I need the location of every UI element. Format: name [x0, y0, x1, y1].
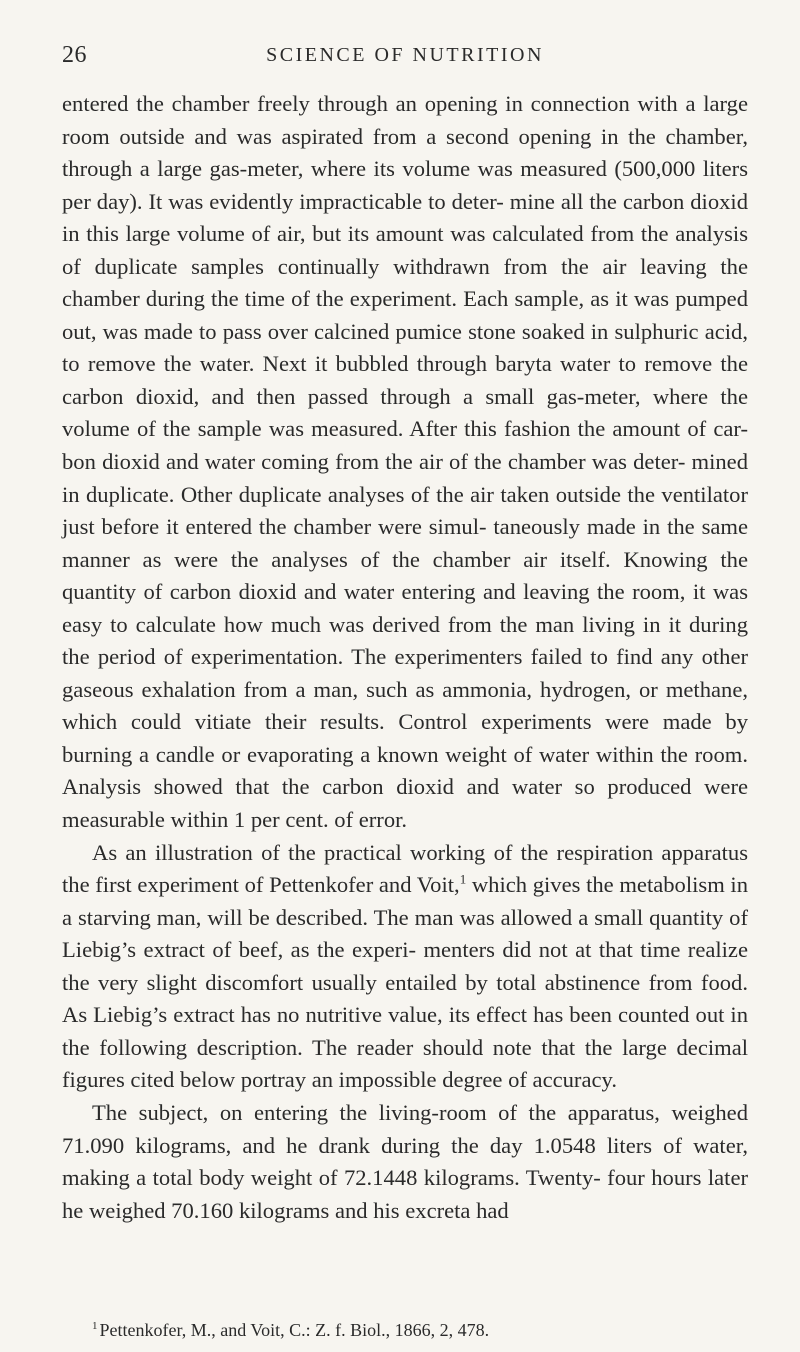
paragraph-text: which gives the metabolism in a starving man, will be described. The man was allowed a small quantity of Liebig’s extract of beef, as the experi- menters did not at that time realize the very slight discomfort usually entailed by total abstinence from food. As Liebig’s extract has no nutritive value, its effect has been counted out in the following description. The reader should note that the large decimal figures cited below portray an impossible degree of accuracy. — [62, 872, 749, 1093]
paragraph-continued: entered the chamber freely through an opening in connection with a large room outside and was aspirated from a second opening in the chamber, through a large gas-meter, where its volume was measured (500,000 liters per day). It was evidently impracticable to deter- mine all the carbon dioxid in this large volume of air, but its amount was calculated from the analysis of duplicate samples continually withdrawn from the air leaving the chamber during the time of the experiment. Each sample, as it was pumped out, was made to pass over calcined pumice stone soaked in sulphuric acid, to remove the water. Next it bubbled through baryta water to remove the carbon dioxid, and then passed through a small gas-meter, where the volume of the sample was measured. After this fashion the amount of car- bon dioxid and water coming from the air of the chamber was deter- mined in duplicate. Other duplicate analyses of the air taken outside the ventilator just before it entered the chamber were simul- taneously made in the same manner as were the analyses of the chamber air itself. Knowing the quantity of carbon dioxid and water entering and leaving the room, it was easy to calculate how much was derived from the man living in it during the period of experimentation. The experimenters failed to find any other gaseous exhalation from a man, such as ammonia, hydrogen, or methane, which could vitiate their results. Control experiments were made by burning a candle or evaporating a known weight of water within the room. Analysis showed that the carbon dioxid and water so produced were measurable within 1 per cent. of error. — [62, 91, 748, 833]
body-text — [62, 88, 748, 1227]
paragraph-text: As an illustration of the practical working of the respiration apparatus the first experiment of Pettenkofer and Voit, — [62, 839, 748, 898]
paragraph-subject: The subject, on entering the living-room of the apparatus, weighed 71.090 kilograms, and he drank during the day 1.0548 liters of water, making a total body weight of 72.1448 kilograms. Twenty- four hours later he weighed 70.160 kilograms and his excreta had — [62, 1099, 748, 1223]
paragraph-illustration — [62, 837, 748, 1097]
footnote — [62, 1318, 748, 1342]
footnote-text: Pettenkofer, M., and Voit, C.: Z. f. Biol., 1866, 2, 478. — [99, 1320, 490, 1340]
running-title: SCIENCE OF NUTRITION — [266, 44, 544, 66]
footnote-reference[interactable]: 1 — [459, 871, 467, 887]
running-head — [62, 42, 748, 72]
page-number: 26 — [62, 42, 87, 68]
footnote-marker: 1 — [92, 1320, 98, 1332]
